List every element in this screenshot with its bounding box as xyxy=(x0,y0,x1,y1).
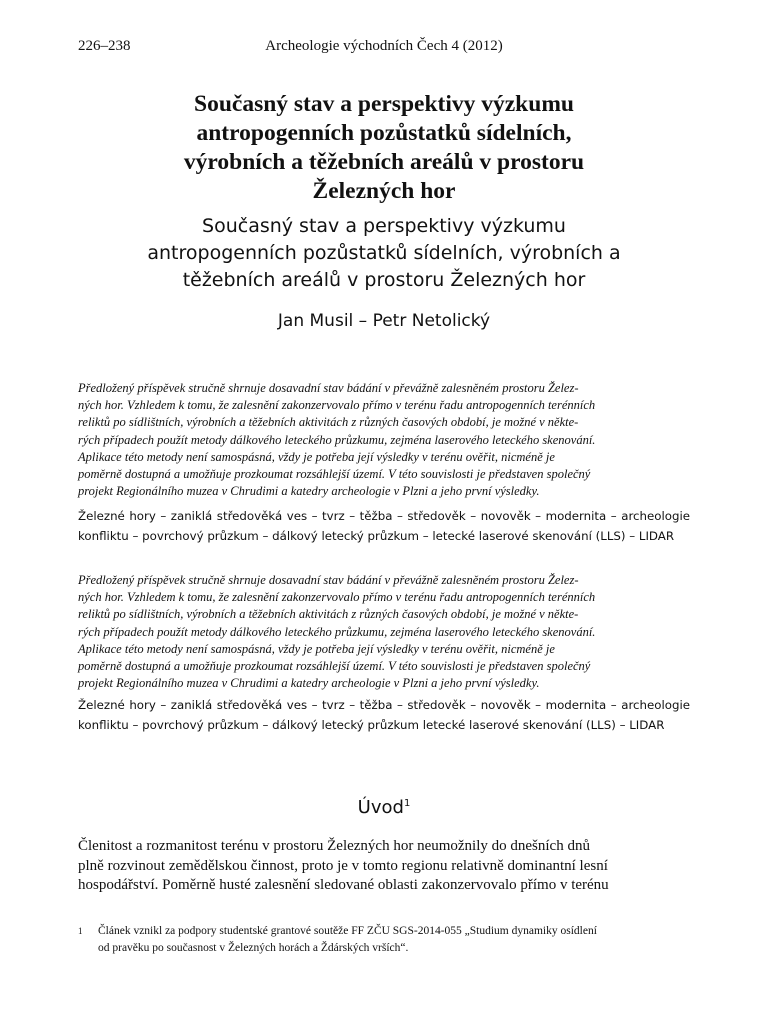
alternate-title-line: Současný stav a perspektivy výzkumu xyxy=(202,215,566,237)
abstract-line: Aplikace této metody není samospásná, vždy je potřeba její výsledky v terénu ověřit, nicméně je xyxy=(78,449,555,464)
article-title-line: Současný stav a perspektivy výzkumu xyxy=(194,91,574,117)
running-header xyxy=(78,38,690,58)
abstract-line: reliktů po sídlištních, výrobních a těžebních aktivitách z různých časových období, je možné v někte- xyxy=(78,607,579,622)
authors: Jan Musil – Petr Netolický xyxy=(277,311,491,331)
body-line: hospodářství. Poměrně husté zalesnění sledované oblasti zakonzervovalo přímo v terénu xyxy=(78,877,609,893)
abstract-line: ných hor. Vzhledem k tomu, že zalesnění zakonzervovalo přímo v terénu řadu antropogenních terénních xyxy=(78,590,596,605)
journal-title: Archeologie východních Čech 4 (2012) xyxy=(265,38,503,54)
abstract-line: ných hor. Vzhledem k tomu, že zalesnění zakonzervovalo přímo v terénu řadu antropogenních terénních xyxy=(78,398,596,413)
body-line: Členitost a rozmanitost terénu v prostoru Železných hor neumožnily do dnešních dnů xyxy=(78,838,590,854)
footnote-line: od pravěku po současnost v Železných horách a Ždárských vrších“. xyxy=(98,942,409,954)
abstract-first xyxy=(78,380,690,500)
keywords-second: Železné hory – zaniklá středověká ves – tvrz – těžba – středověk – novověk – modernita – archeologie konfliktu – povrchový průzkum – dálkový letecký průzkum letecké laserové skenování (LLS) – LIDAR xyxy=(78,698,690,732)
footnote-reference[interactable]: 1 xyxy=(403,798,411,809)
abstract-line: projekt Regionálního muzea v Chrudimi a katedry archeologie v Plzni a jeho první výsledky. xyxy=(78,484,540,499)
abstract-line: Aplikace této metody není samospásná, vždy je potřeba její výsledky v terénu ověřit, nicméně je xyxy=(78,641,555,656)
alternate-title-line: těžebních areálů v prostoru Železných hor xyxy=(182,269,586,291)
section-heading xyxy=(78,797,690,818)
abstract-line: projekt Regionálního muzea v Chrudimi a katedry archeologie v Plzni a jeho první výsledky. xyxy=(78,676,540,691)
abstract-line: poměrně dostupná a umožňuje prozkoumat rozsáhlejší území. V této souvislosti je představen společný xyxy=(78,467,591,482)
article-title xyxy=(78,90,690,206)
abstract-second xyxy=(78,572,690,692)
alternate-title-line: antropogenních pozůstatků sídelních, výrobních a xyxy=(147,242,621,264)
abstract-line: reliktů po sídlištních, výrobních a těžebních aktivitách z různých časových období, je možné v někte- xyxy=(78,415,579,430)
article-title-line: antropogenních pozůstatků sídelních, xyxy=(196,120,572,146)
footnote-text xyxy=(98,923,690,957)
body-paragraph xyxy=(78,837,690,896)
article-title-line: výrobních a těžebních areálů v prostoru xyxy=(183,149,585,175)
keywords-first: Železné hory – zaniklá středověká ves – tvrz – těžba – středověk – novověk – modernita – archeologie konfliktu – povrchový průzkum – dálkový letecký průzkum – letecké laserové skenování (LLS) – LIDAR xyxy=(78,509,690,543)
article-title-line: Železných hor xyxy=(312,178,456,204)
footnote-number: 1 xyxy=(78,926,83,936)
footnote-line: Článek vznikl za podpory studentské grantové soutěže FF ZČU SGS-2014-055 „Studium dynamiky osídlení xyxy=(98,925,597,937)
abstract-line: poměrně dostupná a umožňuje prozkoumat rozsáhlejší území. V této souvislosti je představen společný xyxy=(78,659,591,674)
article-title-alternate xyxy=(70,213,698,294)
page-range: 226–238 xyxy=(78,38,131,54)
abstract-line: rých případech použít metody dálkového leteckého průzkumu, zejména laserového leteckého skenování. xyxy=(78,432,596,447)
body-line: plně rozvinout zemědělskou činnost, proto je v tomto regionu relativně dominantní lesní xyxy=(78,857,608,874)
section-heading-text: Úvod xyxy=(357,797,404,818)
abstract-line: Předložený příspěvek stručně shrnuje dosavadní stav bádání v převážně zalesněném prostoru Želez- xyxy=(78,381,579,395)
footnote xyxy=(78,923,690,957)
abstract-line: rých případech použít metody dálkového leteckého průzkumu, zejména laserového leteckého skenování. xyxy=(78,624,596,639)
abstract-line: Předložený příspěvek stručně shrnuje dosavadní stav bádání v převážně zalesněném prostoru Želez- xyxy=(78,573,579,587)
